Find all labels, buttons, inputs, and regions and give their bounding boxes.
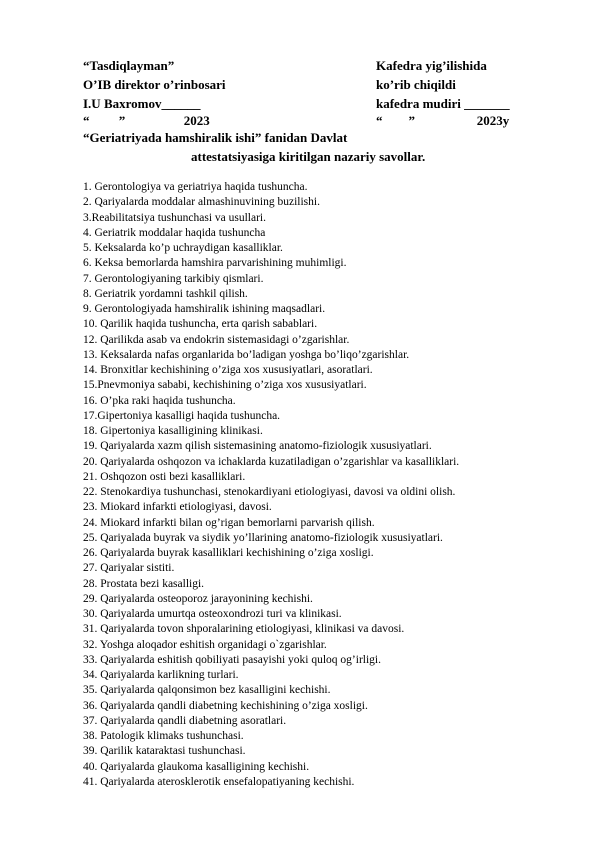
approver-position: O’IB direktor o’rinbosari bbox=[83, 77, 226, 92]
question-item: 21. Oshqozon osti bezi kasalliklari. bbox=[83, 470, 246, 483]
question-item: 22. Stenokardiya tushunchasi, stenokardiyani etiologiyasi, davosi va oldini olish. bbox=[83, 486, 456, 498]
question-item: 20. Qariyalarda oshqozon va ichaklarda kuzatiladigan o’zgarishlar va kasalliklari. bbox=[83, 455, 460, 468]
question-item: 24. Miokard infarkti bilan og’rigan bemorlarni parvarish qilish. bbox=[83, 516, 375, 529]
question-list bbox=[83, 180, 588, 790]
question-item: 2. Qariyalarda moddalar almashinuvining buzilishi. bbox=[83, 196, 320, 209]
question-item: 34. Qariyalarda karlikning turlari. bbox=[83, 669, 239, 681]
department-meeting: Kafedra yig’ilishida bbox=[376, 58, 487, 73]
question-item: 5. Keksalarda ko’p uchraydigan kasalliklar. bbox=[83, 242, 283, 254]
approver-name: I.U Baxromov______ bbox=[83, 96, 201, 111]
question-item: 39. Qarilik kataraktasi tushunchasi. bbox=[83, 745, 246, 758]
document-title: “Geriatriyada hamshiralik ishi” fanidan Davlat bbox=[83, 130, 348, 145]
question-item: 14. Bronxitlar kechishining o’ziga xos xususiyatlari, asoratlari. bbox=[83, 364, 373, 376]
reviewed-label: ko’rib chiqildi bbox=[376, 77, 456, 92]
question-item: 40. Qariyalarda glaukoma kasalligining kechishi. bbox=[83, 760, 310, 773]
question-item: 33. Qariyalarda eshitish qobiliyati pasayishi yoki quloq og’irligi. bbox=[83, 653, 381, 666]
question-item: 35. Qariyalarda qalqonsimon bez kasalligini kechishi. bbox=[83, 684, 331, 697]
question-item: 6. Keksa bemorlarda hamshira parvarishining muhimligi. bbox=[83, 257, 347, 270]
question-item: 12. Qarilikda asab va endokrin sistemasidagi o’zgarishlar. bbox=[83, 333, 350, 346]
question-item: 26. Qariyalarda buyrak kasalliklari kechishining o’ziga xosligi. bbox=[83, 547, 374, 559]
question-item: 38. Patologik klimaks tushunchasi. bbox=[83, 730, 244, 742]
question-item: 18. Gipertoniya kasalligining klinikasi. bbox=[83, 425, 263, 437]
question-item: 10. Qarilik haqida tushuncha, erta qarish sabablari. bbox=[83, 318, 318, 331]
question-item: 17.Gipertoniya kasalligi haqida tushuncha. bbox=[83, 409, 281, 422]
question-item: 27. Qariyalar sistiti. bbox=[83, 562, 175, 575]
question-item: 9. Gerontologiyada hamshiralik ishining maqsadlari. bbox=[83, 303, 326, 315]
question-item: 29. Qariyalarda osteoporoz jarayonining kechishi. bbox=[83, 592, 313, 605]
question-item: 36. Qariyalarda qandli diabetning kechishining o’ziga xosligi. bbox=[83, 699, 368, 712]
question-item: 30. Qariyalarda umurtqa osteoxondrozi turi va klinikasi. bbox=[83, 608, 342, 620]
question-item: 37. Qariyalarda qandli diabetning asoratlari. bbox=[83, 714, 287, 727]
document-subtitle: attestatsiyasiga kiritilgan nazariy savollar. bbox=[191, 149, 426, 164]
question-item: 15.Pnevmoniya sababi, kechishining o’ziga xos xususiyatlari. bbox=[83, 379, 367, 392]
approval-date: “ ” 2023 bbox=[83, 113, 210, 128]
question-item: 23. Miokard infarkti etiologiyasi, davosi. bbox=[83, 501, 272, 514]
question-item: 13. Keksalarda nafas organlarida bo’ladigan yoshga bo’liqo’zgarishlar. bbox=[83, 348, 410, 361]
question-item: 8. Geriatrik yordamni tashkil qilish. bbox=[83, 287, 248, 300]
question-item: 28. Prostata bezi kasalligi. bbox=[83, 577, 205, 590]
question-item: 41. Qariyalarda aterosklerotik ensefalopatiyaning kechishi. bbox=[83, 775, 355, 788]
department-date: “ ” 2023y bbox=[376, 113, 510, 128]
question-item: 32. Yoshga aloqador eshitish organidagi o`zgarishlar. bbox=[83, 638, 327, 651]
question-item: 25. Qariyalada buyrak va siydik yo’llarining anatomo-fiziologik xususiyatlari. bbox=[83, 531, 443, 544]
department-head: kafedra mudiri _______ bbox=[376, 96, 510, 111]
question-item: 4. Geriatrik moddalar haqida tushuncha bbox=[83, 226, 266, 239]
question-item: 16. O’pka raki haqida tushuncha. bbox=[83, 394, 236, 407]
question-item: 31. Qariyalarda tovon shporalarining etiologiyasi, klinikasi va davosi. bbox=[83, 623, 405, 636]
question-item: 1. Gerontologiya va geriatriya haqida tushuncha. bbox=[83, 181, 308, 193]
question-item: 3.Reabilitatsiya tushunchasi va usullari. bbox=[83, 211, 267, 224]
question-item: 19. Qariyalarda xazm qilish sistemasining anatomo-fiziologik xususiyatlari. bbox=[83, 440, 432, 453]
approval-title: “Tasdiqlayman” bbox=[83, 58, 175, 73]
question-item: 7. Gerontologiyaning tarkibiy qismlari. bbox=[83, 272, 264, 285]
